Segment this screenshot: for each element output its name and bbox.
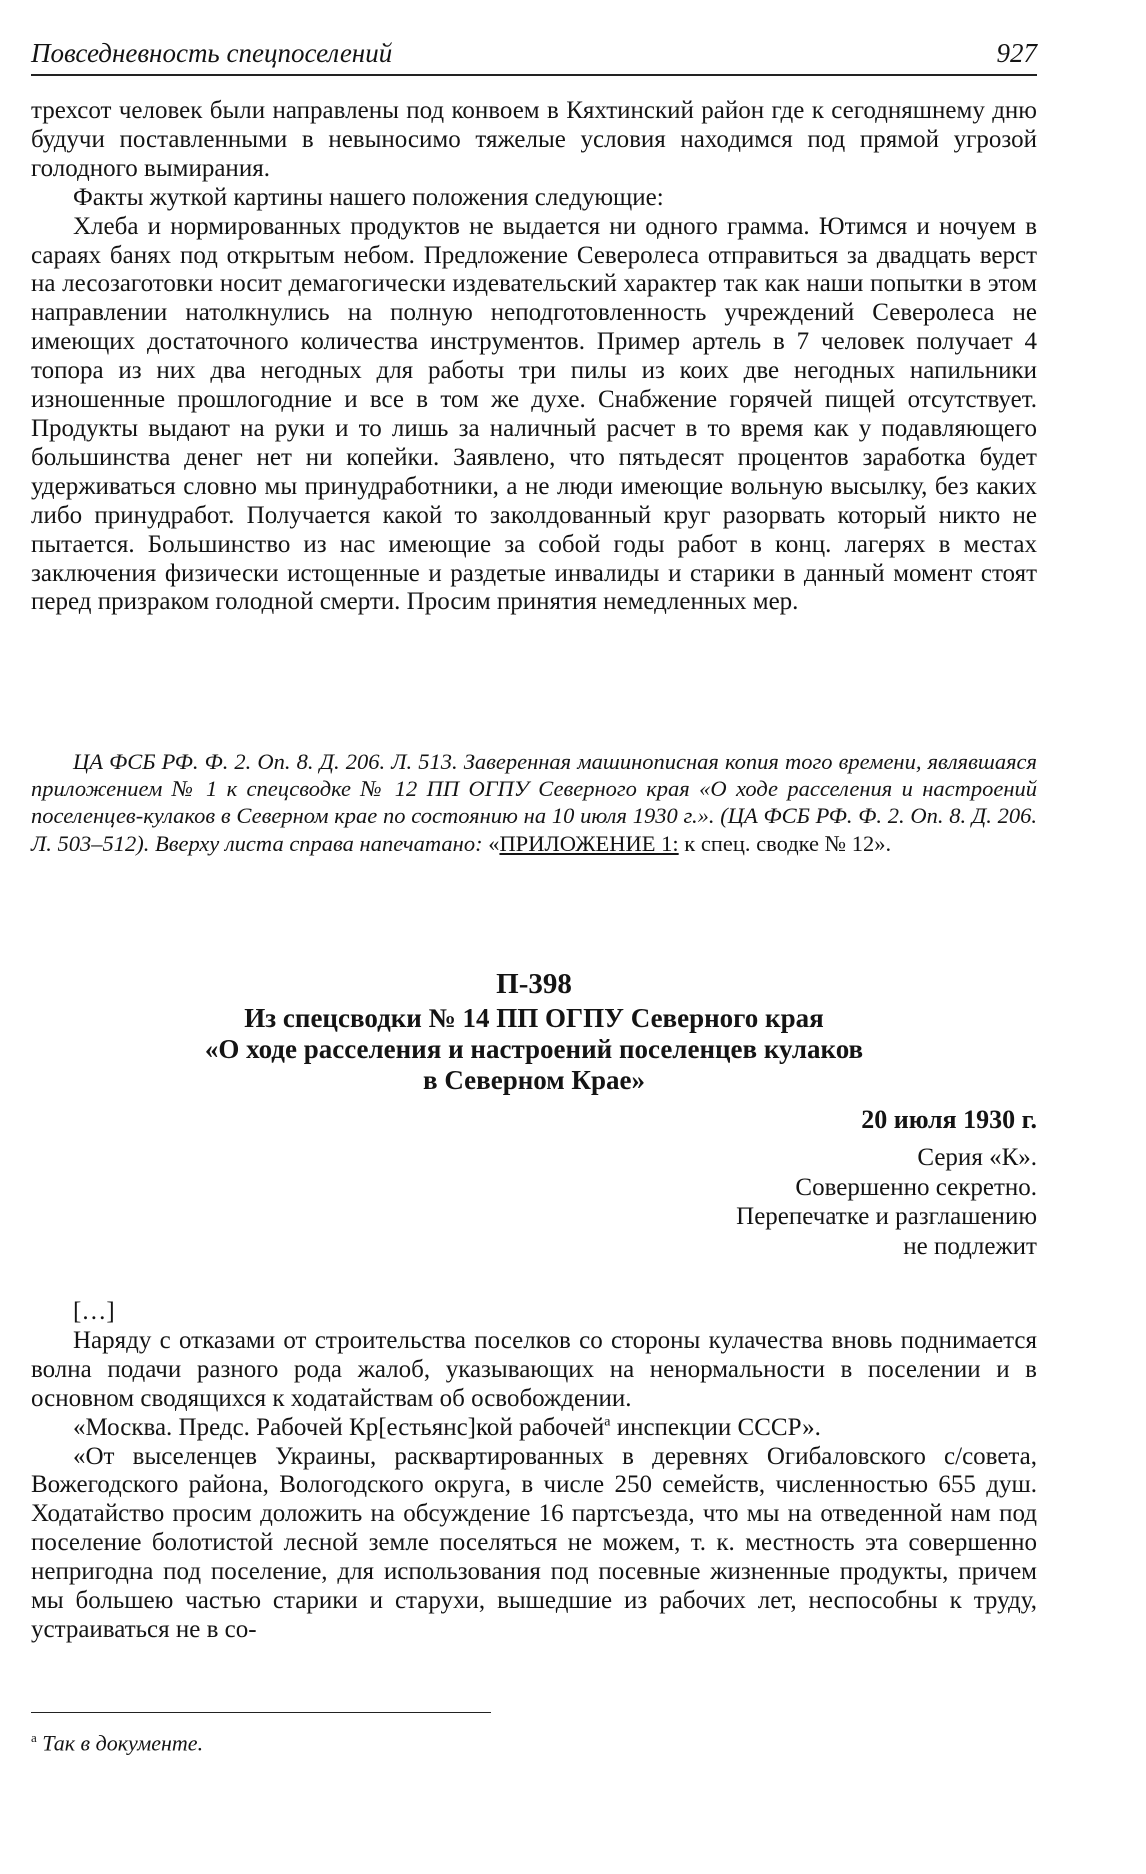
running-head-title: Повседневность спецпоселений — [31, 38, 393, 68]
address-text: «Москва. Предс. Рабочей Кр[естьянс]кой рабочей — [73, 1413, 605, 1441]
source-note-paragraph — [31, 748, 1037, 857]
footnote-text: Так в документе. — [36, 1730, 204, 1756]
footnote — [31, 1724, 831, 1757]
archival-source-note — [31, 748, 1037, 857]
ellipsis: […] — [73, 1298, 115, 1325]
source-note-quote-rest: к спец. сводке № 12». — [678, 830, 892, 856]
running-head — [31, 38, 1037, 76]
paragraph: «От выселенцев Украины, расквартированных в деревнях Огибаловского с/совета, Вожегодского района, Вологодского округа, в числе 250 семейств, численностью 655 душ. Ходатайство просим доложить на обсуждение 16 партсъезда, что мы на отведенной нам под поселение болотистой лесной земле поселяться не можем, т. к. местность эта совершенно непригодна под поселение, для использования под посевные жизненные продукты, причем мы большею частью старики и старухи, вышедшие из рабочих лет, неспособны к труду, устраиваться не в со- — [31, 1442, 1037, 1643]
letter-text-continuation — [31, 97, 1037, 617]
stamp-line: не подлежит — [903, 1232, 1037, 1260]
paragraph: Наряду с отказами от строительства поселков со стороны кулачества вновь поднимается волна подачи разного рода жалоб, указывающих на ненормальности в поселении и в основном сводящихся к ходатайствам об освобождении. — [31, 1326, 1037, 1412]
document-body — [31, 1298, 1037, 1645]
footnote-ref: а — [604, 1414, 611, 1430]
document-number: П-398 — [496, 968, 572, 1000]
document-header — [31, 969, 1037, 1096]
page-number: 927 — [996, 38, 1037, 68]
stamp-line: Совершенно секретно. — [795, 1173, 1037, 1201]
paragraph: Хлеба и нормированных продуктов не выдается ни одного грамма. Ютимся и ночуем в сараях банях под открытым небом. Предложение Северолеса отправиться за двадцать верст на лесозаготовки носит демагогически издевательский характер так как наши попытки в этом направлении натолкнулись на полную неподготовленность учреждений Северолеса не имеющих достаточного количества инструментов. Пример артель в 7 человек получает 4 топора из них два негодных для работы три пилы из коих две негодных напильники изношенные прошлогодние и все в том же духе. Снабжение горячей пищей отсутствует. Продукты выдают на руки и то лишь за наличный расчет в то время как у подавляющего большинства денег нет ни копейки. Заявлено, что пятьдесят процентов заработка будет удерживаться словно мы принудработники, а не люди имеющие вольную высылку, без каких либо принудработ. Получается какой то заколдованный круг разорвать который никто не пытается. Большинство из нас имеющие за собой годы работ в конц. лагерях в местах заключения физически истощенные и раздетые инвалиды и старики в данный момент стоят перед призраком голодной смерти. Просим принятия немедленных мер. — [31, 212, 1037, 616]
document-title-line: в Северном Крае» — [423, 1065, 645, 1095]
document-date: 20 июля 1930 г. — [861, 1105, 1037, 1134]
source-note-underlined: ПРИЛОЖЕНИЕ 1: — [499, 830, 679, 856]
source-note-citation: ЦА ФСБ РФ. Ф. 2. Оп. 8. Д. 206. Л. 513. Заверенная машинописная копия того времени, являвшаяся приложением № 1 к спецсводке № 12 ПП ОГПУ Северного края «О ходе расселения и настроений поселенцев-кулаков в Северном крае по состоянию на 10 июля 1930 г.». (ЦА ФСБ РФ. Ф. 2. Оп. 8. Д. 206. Л. 503–512). Вверху листа справа напечатано: — [31, 749, 1037, 856]
paragraph: трехсот человек были направлены под конвоем в Кяхтинский район где к сегодняшнему дню будучи поставленными в невыносимо тяжелые условия находимся под прямой угрозой голодного вымирания. — [31, 97, 1037, 182]
document-title-line: «О ходе расселения и настроений поселенцев кулаков — [204, 1034, 864, 1064]
address-text-end: инспекции СССР». — [610, 1413, 821, 1441]
document-title-line: Из спецсводки № 14 ПП ОГПУ Северного края — [244, 1003, 824, 1033]
stamp-line: Серия «К». — [917, 1144, 1037, 1171]
footnote-marker: а — [31, 1730, 37, 1745]
paragraph — [31, 1414, 1037, 1443]
stamp-line: Перепечатке и разглашению — [736, 1203, 1037, 1230]
footnote-divider — [31, 1712, 491, 1713]
source-note-quote-open: « — [482, 830, 500, 856]
secrecy-stamp — [617, 1143, 1037, 1261]
paragraph: Факты жуткой картины нашего положения следующие: — [73, 183, 664, 211]
